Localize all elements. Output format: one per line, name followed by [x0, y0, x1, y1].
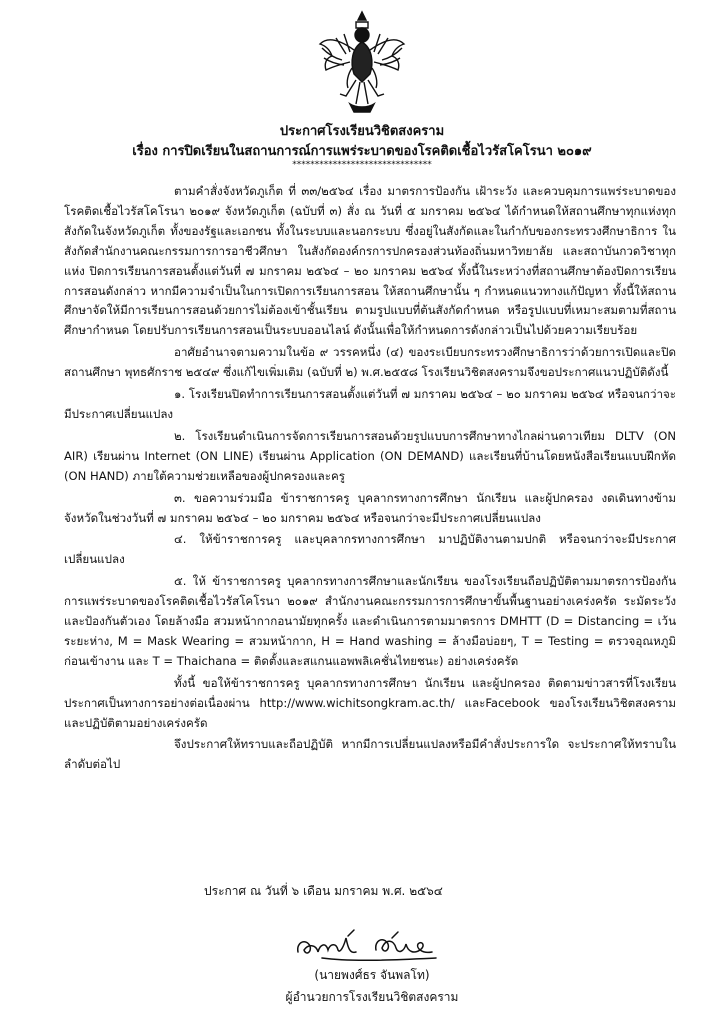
announcement-date: ประกาศ ณ วันที่ ๖ เดือน มกราคม พ.ศ. ๒๕๖๔ — [204, 884, 443, 898]
item-4-staff-work: ๔. ให้ข้าราชการครู และบุคลากรทางการศึกษา มาปฏิบัติงานตามปกติ หรือจนกว่าจะมีประกาศเปลี่ยนแปลง — [64, 532, 676, 567]
paragraph-closing: จึงประกาศให้ทราบและถือปฏิบัติ หากมีการเปลี่ยนแปลงหรือมีคำสั่งประการใด จะประกาศให้ทราบในลำดับต่อไป — [64, 737, 676, 772]
signer-position: ผู้อำนวยการโรงเรียนวิชิตสงคราม — [285, 990, 459, 1004]
announcement-body — [64, 182, 676, 777]
paragraph-follow-news: ทั้งนี้ ขอให้ข้าราชการครู บุคลากรทางการศึกษา นักเรียน และผู้ปกครอง ติดตามข่าวสารที่โรงเรียนประกาศเป็นทางการอย่างต่อเนื่องผ่าน http://www.wichitsongkram.ac.th/ และFacebook ของโรงเรียนวิชิตสงคราม และปฏิบัติตามอย่างเคร่งครัด — [64, 675, 676, 730]
paragraph-background: ตามคำสั่งจังหวัดภูเก็ต ที่ ๓๓/๒๕๖๔ เรื่อง มาตรการป้องกัน เฝ้าระวัง และควบคุมการแพร่ระบาดของโรคติดเชื้อไวรัสโคโรนา ๒๐๑๙ จังหวัดภูเก็ต (ฉบับที่ ๓) สั่ง ณ วันที่ ๕ มกราคม ๒๕๖๔ ได้กำหนดให้สถานศึกษาทุกแห่งทุกสังกัดในจังหวัดภูเก็ต ทั้งของรัฐและเอกชน ทั้งในระบบและนอกระบบ ซึ่งอยู่ในสังกัดและในกำกับของกระทรวงศึกษาธิการ ในสังกัดสำนักงานคณะกรรมการการอาชีวศึกษา ในสังกัดองค์กรการปกครองส่วนท้องถิ่นมหาวิทยาลัย และสถาบันกวดวิชาทุกแห่ง ปิดการเรียนการสอนตั้งแต่วันที่ ๗ มกราคม ๒๕๖๔ – ๒๐ มกราคม ๒๕๖๔ ทั้งนี้ในระหว่างที่สถานศึกษาต้องปิดการเรียนการสอนดังกล่าว หากมีความจำเป็นในการเปิดการเรียนการสอน ให้สถานศึกษานั้น ๆ กำหนดแนวทางแก้ปัญหา ทั้งนี้ให้สถานศึกษาจัดให้มีการเรียนการสอนด้วยการไม่ต้องเข้าชั้นเรียน ตามรูปแบบที่ต้นสังกัดกำหนด หรือรูปแบบที่เหมาะสมตามที่สถานศึกษากำหนด โดยปรับการเรียนการสอนเป็นระบบออนไลน์ ดังนั้นเพื่อให้กำหนดการดังกล่าวเป็นไปด้วยความเรียบร้อย — [64, 184, 676, 338]
item-2-learning-modes: ๒. โรงเรียนดำเนินการจัดการเรียนการสอนด้วยรูปแบบการศึกษาทางไกลผ่านดาวเทียม DLTV (ON AIR) เรียนผ่าน Internet (ON LINE) เรียนผ่าน Application (ON DEMAND) และเรียนที่บ้านโดยหนังสือเรียนแบบฝึกหัด (ON HAND) ภายใต้ความช่วยเหลือของผู้ปกครองและครู — [64, 428, 676, 483]
announcement-subject: เรื่อง การปิดเรียนในสถานการณ์การแพร่ระบาดของโรคติดเชื้อไวรัสโคโรนา ๒๐๑๙ — [132, 144, 592, 159]
divider-stars: ******************************* — [292, 160, 432, 170]
signer-name: (นายพงศ์ธร จันพลโท) — [314, 968, 430, 982]
paragraph-authority: อาศัยอำนาจตามความในข้อ ๙ วรรคหนึ่ง (๔) ของระเบียบกระทรวงศึกษาธิการว่าด้วยการเปิดและปิดสถานศึกษา พุทธศักราช ๒๕๔๙ ซึ่งแก้ไขเพิ่มเติม (ฉบับที่ ๒) พ.ศ.๒๕๕๘ โรงเรียนวิชิตสงครามจึงขอประกาศแนวปฏิบัติดังนี้ — [64, 345, 676, 380]
announcement-title: ประกาศโรงเรียนวิชิตสงคราม — [279, 124, 445, 139]
garuda-emblem-icon — [316, 8, 408, 116]
item-5-dmhtt: ๕. ให้ ข้าราชการครู บุคลากรทางการศึกษาและนักเรียน ของโรงเรียนถือปฏิบัติตามมาตรการป้องกันการแพร่ระบาดของโรคติดเชื้อไวรัสโคโรนา ๒๐๑๙ สำนักงานคณะกรรมการการศึกษาขั้นพื้นฐานอย่างเคร่งครัด ระมัดระวังและป้องกันตัวเอง โดยล้างมือ สวมหน้ากากอนามัยทุกครั้ง และดำเนินการตามมาตรการ DMHTT (D = Distancing = เว้นระยะห่าง, M = Mask Wearing = สวมหน้ากาก, H = Hand washing = ล้างมือบ่อยๆ, T = Testing = ตรวจอุณหภูมิก่อนเข้างาน และ T = Thaichana = ติดตั้งและสแกนแอพพลิเคชั่นไทยชนะ) อย่างเคร่งครัด — [64, 574, 676, 668]
item-1-closure: ๑. โรงเรียนปิดทำการเรียนการสอนตั้งแต่วันที่ ๗ มกราคม ๒๕๖๔ – ๒๐ มกราคม ๒๕๖๔ หรือจนกว่าจะมีประกาศเปลี่ยนแปลง — [64, 387, 676, 421]
item-3-travel: ๓. ขอความร่วมมือ ข้าราชการครู บุคลากรทางการศึกษา นักเรียน และผู้ปกครอง งดเดินทางข้ามจังหวัดในช่วงวันที่ ๗ มกราคม ๒๕๖๔ – ๒๐ มกราคม ๒๕๖๔ หรือจนกว่าจะมีประกาศเปลี่ยนแปลง — [64, 490, 676, 525]
handwritten-signature — [292, 924, 442, 966]
